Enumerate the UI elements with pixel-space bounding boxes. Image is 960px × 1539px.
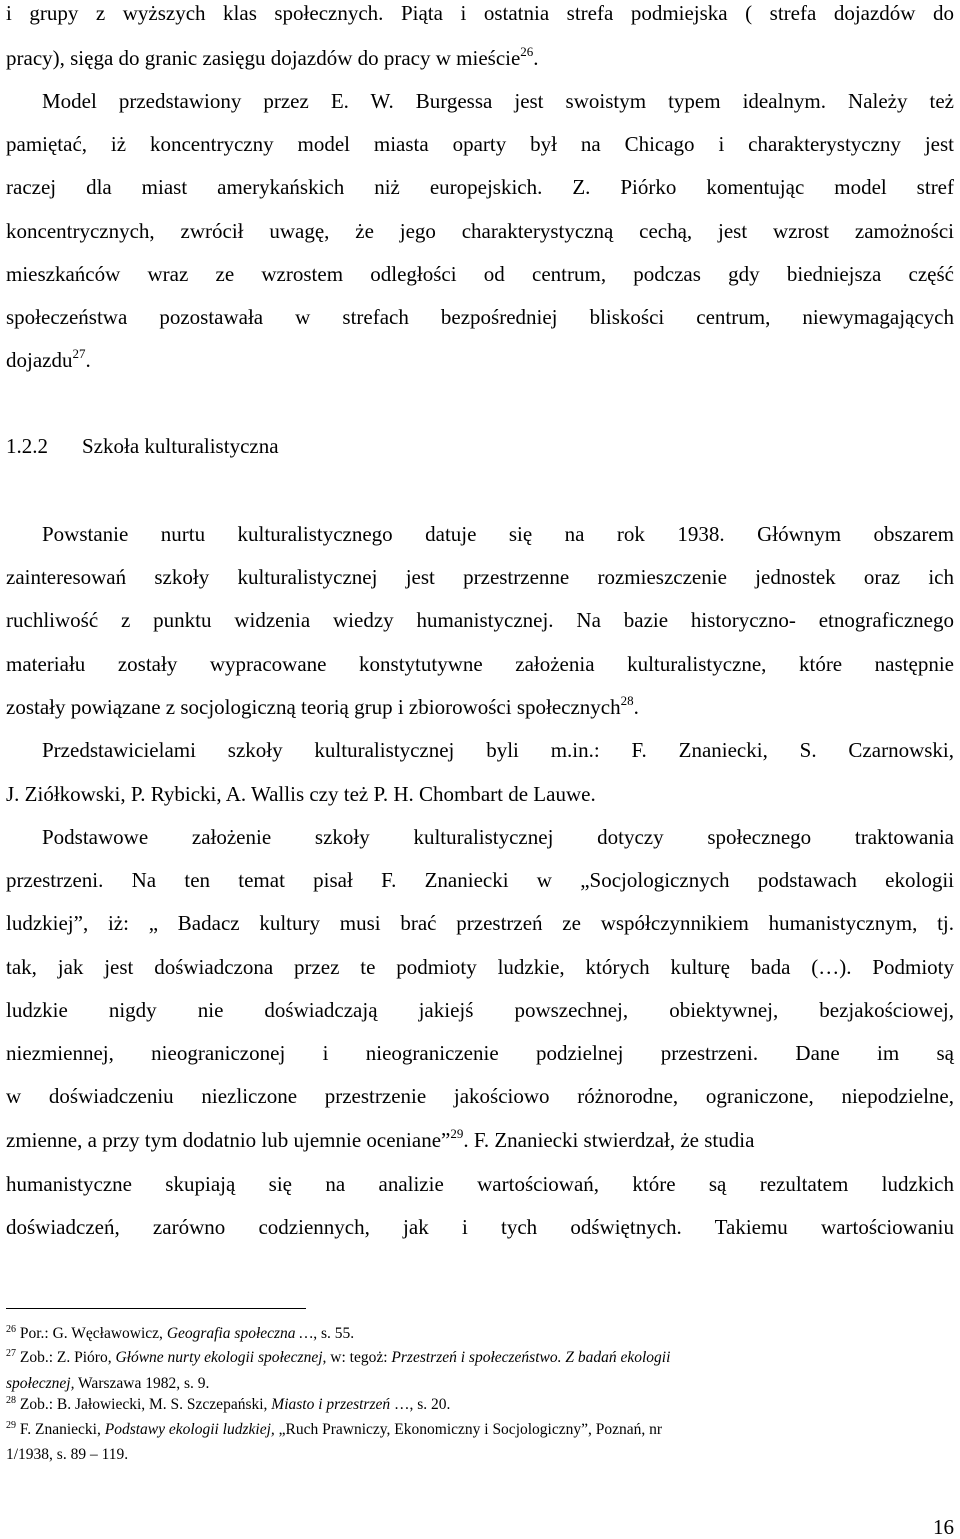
footnote-ref[interactable]: 26	[520, 44, 534, 59]
footnote-ref[interactable]: 28	[620, 693, 634, 708]
footnote-28: $^{28}$ Zob.: B. Jałowiecki, M. S. Szczepański, Miasto i przestrzeń …, s. 20.	[6, 1395, 451, 1413]
text-line: J. Ziółkowski, P. Rybicki, A. Wallis czy też P. H. Chombart de Lauwe.	[6, 782, 596, 806]
text-line: humanistyczne skupiają się na analizie wartościowań, które są rezultatem ludzkich	[6, 1172, 954, 1196]
section-title: Szkoła kulturalistyczna	[82, 434, 279, 458]
footnote-29: $^{29}$ F. Znaniecki, Podstawy ekologii ludzkiej, „Ruch Prawniczy, Ekonomiczny i Socjologiczny”, Poznań, nr	[6, 1420, 663, 1438]
page-number: 16	[933, 1515, 954, 1539]
text-line: ludzkiej”, iż: „ Badacz kultury musi brać przestrzeń ze współczynnikiem humanistycznym, tj.	[6, 911, 954, 935]
text-line: mieszkańców wraz ze wzrostem odległości od centrum, podczas gdy biedniejsza część	[6, 262, 954, 286]
text-line: zostały powiązane z socjologiczną teorią grup i zbiorowości społecznych$^{28}$.	[6, 693, 639, 719]
section-heading	[6, 433, 279, 459]
text-line: Powstanie nurtu kulturalistycznego datuje się na rok 1938. Głównym obszarem	[42, 522, 954, 546]
text-line: w doświadczeniu niezliczone przestrzenie jakościowo różnorodne, ograniczone, niepodzielne,	[6, 1084, 954, 1108]
footnote-27-cont: społecznej, Warszawa 1982, s. 9.	[6, 1375, 210, 1392]
footnote-separator	[6, 1308, 306, 1309]
text-line: zainteresowań szkoły kulturalistycznej jest przestrzenne rozmieszczenie jednostek oraz ich	[6, 565, 954, 589]
text-line: tak, jak jest doświadczona przez te podmioty ludzkie, których kulturę bada (…). Podmioty	[6, 955, 954, 979]
footnote-ref[interactable]: 27	[72, 346, 86, 361]
section-number: 1.2.2	[6, 434, 48, 458]
text-line: zmienne, a przy tym dodatnio lub ujemnie oceniane”$^{29}$. F. Znaniecki stwierdzał, że studia	[6, 1126, 755, 1152]
text-line: ludzkie nigdy nie doświadczają jakiejś powszechnej, obiektywnej, bezjakościowej,	[6, 998, 954, 1022]
footnote-29-cont: 1/1938, s. 89 – 119.	[6, 1446, 129, 1463]
text-line: pamiętać, iż koncentryczny model miasta oparty był na Chicago i charakterystyczny jest	[6, 132, 954, 156]
text-line: raczej dla miast amerykańskich niż europejskich. Z. Piórko komentując model stref	[6, 175, 954, 199]
text-line: doświadczeń, zarówno codziennych, jak i tych odświętnych. Takiemu wartościowaniu	[6, 1215, 954, 1239]
text-line: Model przedstawiony przez E. W. Burgessa jest swoistym typem idealnym. Należy też	[42, 89, 954, 113]
text-line: Przedstawicielami szkoły kulturalistycznej byli m.in.: F. Znaniecki, S. Czarnowski,	[42, 738, 954, 762]
text-line: społeczeństwa pozostawała w strefach bezpośredniej bliskości centrum, niewymagających	[6, 305, 954, 329]
text-line: koncentrycznych, zwrócił uwagę, że jego charakterystyczną cechą, jest wzrost zamożności	[6, 219, 954, 243]
text-line: Podstawowe założenie szkoły kulturalistycznej dotyczy społecznego traktowania	[42, 825, 954, 849]
footnote-27: $^{27}$ Zob.: Z. Pióro, Główne nurty ekologii społecznej, w: tegoż: Przestrzeń i społeczeństwo. Z badań ekologii	[6, 1348, 671, 1366]
text-line: pracy), sięga do granic zasięgu dojazdów do pracy w mieście$^{26}$.	[6, 44, 539, 70]
text-line: dojazdu$^{27}$.	[6, 346, 91, 372]
text-line: materiału zostały wypracowane konstytutywne założenia kulturalistyczne, które następnie	[6, 652, 954, 676]
text-line: i grupy z wyższych klas społecznych. Piąta i ostatnia strefa podmiejska ( strefa dojazdów do	[6, 1, 954, 25]
footnote-ref[interactable]: 29	[450, 1126, 464, 1141]
footnote-26: $^{26}$ Por.: G. Węcławowicz, Geografia społeczna …, s. 55.	[6, 1324, 355, 1342]
text-line: przestrzeni. Na ten temat pisał F. Znaniecki w „Socjologicznych podstawach ekologii	[6, 868, 954, 892]
text-line: ruchliwość z punktu widzenia wiedzy humanistycznej. Na bazie historyczno- etnograficznego	[6, 608, 954, 632]
text-line: niezmiennej, nieograniczonej i nieograniczenie podzielnej przestrzeni. Dane im są	[6, 1041, 954, 1065]
